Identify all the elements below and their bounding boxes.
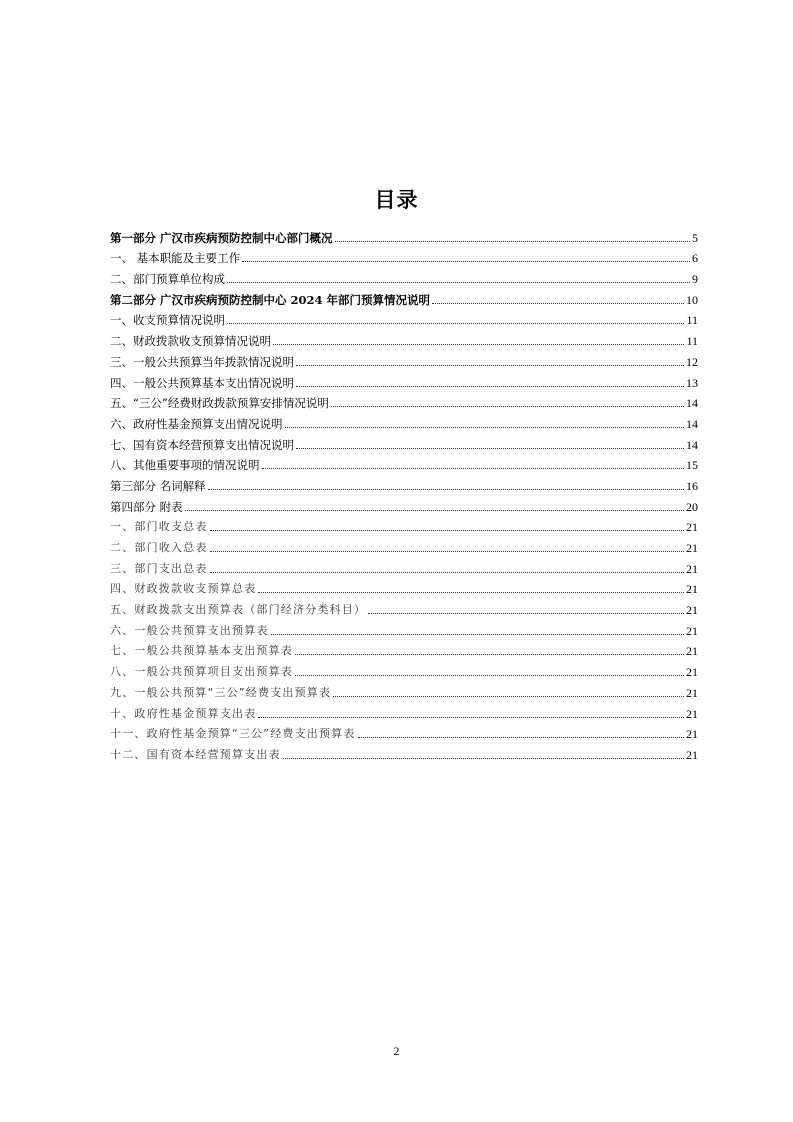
toc-entry[interactable] [110,348,698,369]
toc-dot-leader [368,612,684,614]
toc-entry-page: 14 [686,416,698,431]
toc-entry-label: 三、一般公共预算当年拨款情况说明 [110,354,294,369]
toc-entry-label: 第三部分 名词解释 [110,478,206,493]
toc-entry-label: 第二部分 广汉市疾病预防控制中心 2024 年部门预算情况说明 [110,292,431,307]
toc-entry-label: 四、一般公共预算基本支出情况说明 [110,375,294,390]
toc-entry[interactable] [110,307,698,328]
toc-dot-leader [210,550,684,552]
toc-dot-leader [296,364,684,366]
toc-entry-page: 21 [686,706,698,721]
toc-dot-leader [358,736,684,738]
toc-dot-leader [296,447,684,449]
toc-entry-page: 21 [686,665,698,680]
toc-dot-leader [333,695,684,697]
toc-dot-leader [295,653,684,655]
toc-entry-label: 二、部门收入总表 [110,541,208,554]
toc-entry[interactable] [110,224,698,245]
toc-entry-label: 五、“三公”经费财政拨款预算安排情况说明 [110,396,329,411]
toc-entry-label: 二、财政拨款收支预算情况说明 [110,334,271,349]
toc-dot-leader [283,757,684,759]
toc-entry-label: 一、 基本职能及主要工作 [110,251,241,266]
toc-entry-page: 21 [686,727,698,742]
toc-entry[interactable] [110,721,698,742]
toc-entry[interactable] [110,514,698,535]
toc-entry-label: 七、一般公共预算基本支出预算表 [110,644,293,658]
toc-entry[interactable] [110,576,698,597]
toc-entry-page: 21 [686,541,698,555]
toc-dot-leader [273,343,684,345]
toc-dot-leader [242,260,690,262]
toc-entry[interactable] [110,617,698,638]
toc-dot-leader [262,467,685,469]
toc-entry-page: 13 [686,375,698,390]
page-title: 目录 [374,188,419,212]
toc-entry-label: 二、部门预算单位构成 [110,272,225,287]
toc-entry-page: 11 [686,313,698,328]
toc-entry[interactable] [110,493,698,514]
toc-entry[interactable] [110,452,698,473]
toc-entry-page: 16 [686,478,698,493]
toc-entry-label: 七、国有资本经营预算支出情况说明 [110,437,294,452]
toc-entry-page: 21 [686,685,698,700]
toc-entry[interactable] [110,658,698,679]
toc-entry-label: 第一部分 广汉市疾病预防控制中心部门概况 [110,230,333,245]
toc-entry[interactable] [110,741,698,762]
toc-entry[interactable] [110,369,698,390]
toc-entry-page: 21 [686,561,698,576]
toc-entry-page: 14 [686,437,698,452]
toc-entry[interactable] [110,596,698,617]
toc-dot-leader [296,385,684,387]
toc-entry-label: 十一、政府性基金预算“三公”经费支出预算表 [110,727,356,741]
toc-dot-leader [432,302,684,304]
toc-entry[interactable] [110,410,698,431]
toc-entry[interactable] [110,555,698,576]
toc-entry-label: 五、财政拨款支出预算表（部门经济分类科目） [110,603,367,617]
toc-entry-page: 5 [692,230,698,245]
toc-entry[interactable] [110,700,698,721]
toc-dot-leader [331,405,684,407]
toc-entry-page: 21 [686,623,698,638]
toc-entry-page: 21 [686,520,698,535]
toc-entry-page: 21 [686,747,698,762]
toc-entry-label: 第四部分 附表 [110,499,183,514]
toc-entry-page: 14 [686,396,698,411]
toc-entry-label: 三、部门支出总表 [110,561,208,575]
toc-entry-label: 十二、国有资本经营预算支出表 [110,747,281,761]
toc-dot-leader [210,571,684,573]
toc-entry[interactable] [110,638,698,659]
toc-entry-page: 9 [692,272,698,287]
toc-entry-page: 20 [686,499,698,514]
toc-entry[interactable] [110,286,698,307]
toc-entry[interactable] [110,679,698,700]
toc-dot-leader [227,322,684,324]
toc-entry-label: 一、部门收支总表 [110,520,208,534]
toc-entry-page: 21 [686,603,698,618]
toc-entry-label: 八、一般公共预算项目支出预算表 [110,665,293,679]
toc-dot-leader [208,488,684,490]
toc-entry-page: 11 [686,334,698,349]
toc-entry-page: 21 [686,582,698,597]
toc-dot-leader [185,509,684,511]
toc-entry[interactable] [110,534,698,555]
page-number: 2 [393,1044,400,1058]
toc-entry-label: 四、财政拨款收支预算总表 [110,582,257,596]
toc-entry-label: 十、政府性基金预算支出表 [110,706,257,720]
toc-entry[interactable] [110,245,698,266]
toc-entry[interactable] [110,431,698,452]
toc-entry-label: 一、收支预算情况说明 [110,313,225,328]
toc-entry-label: 九、一般公共预算“三公”经费支出预算表 [110,685,332,699]
toc-dot-leader [227,281,690,283]
toc-dot-leader [285,426,685,428]
toc-dot-leader [271,633,684,635]
toc-dot-leader [295,674,684,676]
toc-entry-page: 10 [686,292,698,307]
toc-dot-leader [258,716,684,718]
toc-dot-leader [210,529,684,531]
toc-entry-page: 12 [686,354,698,369]
toc-entry-page: 15 [686,458,698,473]
table-of-contents [110,224,698,762]
toc-entry-label: 六、一般公共预算支出预算表 [110,623,269,637]
toc-entry-page: 21 [686,644,698,659]
toc-entry[interactable] [110,390,698,411]
toc-entry[interactable] [110,472,698,493]
toc-entry-label: 六、政府性基金预算支出情况说明 [110,416,283,431]
toc-entry-page: 6 [692,251,698,266]
toc-dot-leader [258,591,684,593]
toc-entry[interactable] [110,265,698,286]
toc-entry[interactable] [110,327,698,348]
toc-dot-leader [335,240,690,242]
toc-entry-label: 八、其他重要事项的情况说明 [110,458,260,473]
